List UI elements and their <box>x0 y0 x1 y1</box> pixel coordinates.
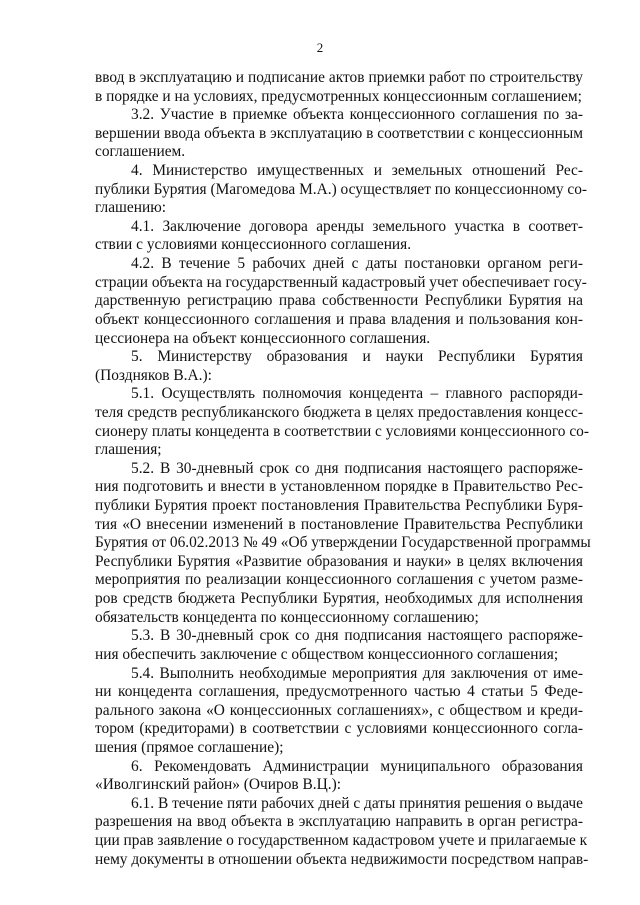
text-line: 5.3. В 30-дневный срок со дня подписания настоящего распоряже- <box>131 627 583 645</box>
text-line: публики Бурятия проект постановления Правительства Республики Буря- <box>95 497 583 515</box>
text-line: глашению: <box>95 199 166 217</box>
text-line: рального закона «О концессионных соглашениях», с обществом и креди- <box>95 701 583 719</box>
text-line: ни концедента соглашения, предусмотренного частью 4 статьи 5 Феде- <box>95 683 583 701</box>
text-line: публики Бурятия (Магомедова М.А.) осуществляет по концессионному со- <box>95 180 588 198</box>
text-line: разрешения на ввод объекта в эксплуатацию направить в орган регистра- <box>95 813 583 831</box>
page-number: 2 <box>316 40 324 55</box>
text-line: 4.1. Заключение договора аренды земельного участка в соответ- <box>131 217 583 235</box>
text-line: страции объекта на государственный кадастровый учет обеспечивает госу- <box>95 273 587 291</box>
text-line: 5.4. Выполнить необходимые мероприятия для заключения от име- <box>131 664 583 682</box>
text-line: ния обеспечить заключение с обществом концессионного соглашения; <box>95 645 559 663</box>
text-line: 4. Министерство имущественных и земельных отношений Рес- <box>131 162 583 180</box>
text-line: ции прав заявление о государственном кадастровом учете и прилагаемые к <box>95 831 588 849</box>
text-line: ния подготовить и внести в установленном порядке в Правительство Рес- <box>95 478 583 496</box>
text-line: нему документы в отношении объекта недвижимости посредством направ- <box>95 850 589 868</box>
text-line: мероприятия по реализации концессионного соглашения с учетом разме- <box>95 571 583 589</box>
text-line: 4.2. В течение 5 рабочих дней с даты постановки органом реги- <box>131 255 583 273</box>
text-line: соглашением. <box>95 143 186 161</box>
text-line: 6.1. В течение пяти рабочих дней с даты принятия решения о выдаче <box>131 794 583 812</box>
text-line: 5.2. В 30-дневный срок со дня подписания настоящего распоряже- <box>131 459 583 477</box>
text-line: теля средств республиканского бюджета в целях предоставления концесс- <box>95 403 583 421</box>
text-line: вершении ввода объекта в эксплуатацию в соответствии с концессионным <box>95 124 583 142</box>
text-line: 5. Министерству образования и науки Республики Бурятия <box>131 348 583 366</box>
text-line: ров средств бюджета Республики Бурятия, необходимых для исполнения <box>95 590 583 608</box>
text-line: «Иволгинский район» (Очиров В.Ц.): <box>95 776 341 794</box>
text-line: 3.2. Участие в приемке объекта концессионного соглашения по за- <box>131 106 583 124</box>
text-line: сионеру платы концедента в соответствии с условиями концессионного со- <box>95 422 589 440</box>
text-line: обязательств концедента по концессионному соглашению; <box>95 608 479 626</box>
text-line: Бурятия от 06.02.2013 № 49 «Об утверждении Государственной программы <box>95 534 591 552</box>
text-line: шения (прямое соглашение); <box>95 738 284 756</box>
document-body <box>95 69 591 869</box>
text-line: в порядке и на условиях, предусмотренных концессионным соглашением; <box>95 87 582 105</box>
text-line: Республики Бурятия «Развитие образования и науки» в целях включения <box>95 552 583 570</box>
text-line: объект концессионного соглашения и права владения и пользования кон- <box>95 310 583 328</box>
text-line: цессионера на объект концессионного соглашения. <box>95 329 431 347</box>
text-line: тором (кредиторами) в соответствии с условиями концессионного согла- <box>95 720 583 738</box>
text-line: (Поздняков В.А.): <box>95 366 212 384</box>
text-line: ствии с условиями концессионного соглашения. <box>95 236 412 254</box>
text-line: 6. Рекомендовать Администрации муниципального образования <box>131 757 583 775</box>
text-line: тия «О внесении изменений в постановление Правительства Республики <box>95 515 583 533</box>
text-line: ввод в эксплуатацию и подписание актов приемки работ по строительству <box>95 69 583 86</box>
text-line: 5.1. Осуществлять полномочия концедента – главного распоряди- <box>131 385 583 403</box>
text-line: глашения; <box>95 441 162 459</box>
text-line: дарственную регистрацию права собственности Республики Бурятия на <box>95 292 583 310</box>
